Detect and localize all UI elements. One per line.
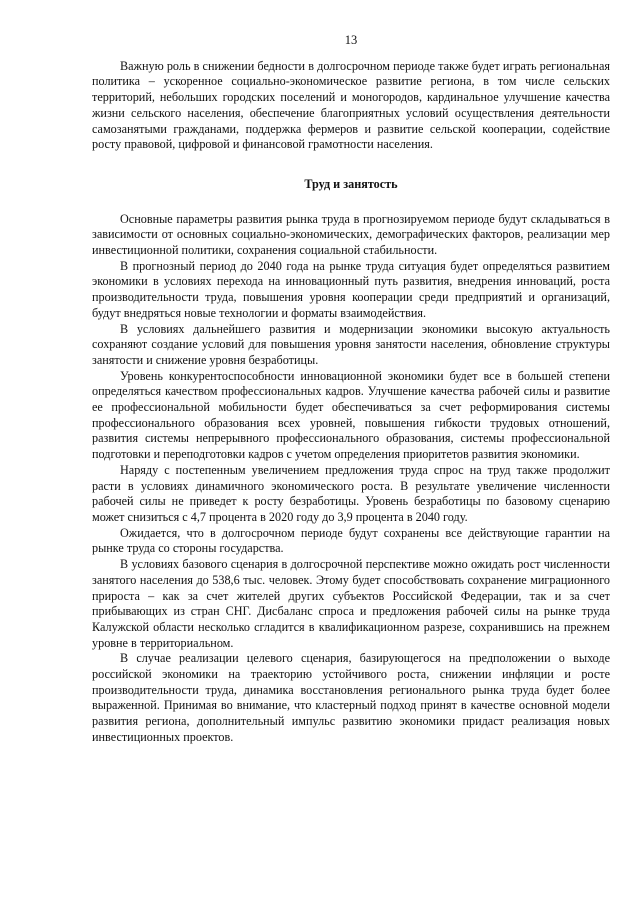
section-heading: Труд и занятость (304, 176, 398, 191)
paragraph-forecast-period: В прогнозный период до 2040 года на рынке труда ситуация будет определяться развитием экономики в условиях перехода на инновационный путь развития, внедрения инноваций, роста производительности труда, повышения уровня кооперации среди предприятий и организаций, будут внедряться новые технологии и форматы взаимодействия. (92, 258, 610, 320)
intro-paragraph: Важную роль в снижении бедности в долгосрочном периоде также будет играть региональная политика – ускоренное социально-экономическое развитие региона, в том числе сельских территорий, небольших городских поселений и моногородов, кардинальное улучшение качества жизни сельского населения, обеспечение благоприятных условий осуществления деятельности самозанятыми гражданами, поддержка фермеров и развитие сельской кооперации, содействие росту правовой, цифровой и финансовой грамотности населения. (92, 58, 610, 152)
paragraph-labor-market-parameters: Основные параметры развития рынка труда в прогнозируемом периоде будут складываться в зависимости от основных социально-экономических, демографических факторов, реализации мер инвестиционной политики, сохранения социальной стабильности. (92, 211, 610, 258)
page-number: 13 (344, 33, 358, 47)
paragraph-base-scenario: В условиях базового сценария в долгосрочной перспективе можно ожидать рост численности занятого населения до 538,6 тыс. человек. Этому будет способствовать сохранение миграционного прироста – как за счет жителей других субъектов Российской Федерации, так и за счет прибывающих из стран СНГ. Дисбаланс спроса и предложения рабочей силы на рынке труда Калужской области несколько сгладится в квалификационном разрезе, сохранившись на прежнем уровне в территориальном. (92, 557, 610, 650)
paragraph-labor-demand: Наряду с постепенным увеличением предложения труда спрос на труд также продолжит расти в условиях динамичного экономического роста. В результате увеличение численности рабочей силы не приведет к росту безработицы. Уровень безработицы по базовому сценарию может снизиться с 4,7 процента в 2020 году до 3,9 процента в 2040 году. (92, 462, 610, 524)
paragraph-state-guarantees: Ожидается, что в долгосрочном периоде будут сохранены все действующие гарантии на рынке труда со стороны государства. (92, 525, 610, 556)
paragraph-competitiveness: Уровень конкурентоспособности инновационной экономики будет все в большей степени определяться качеством профессиональных кадров. Улучшение качества рабочей силы и развитие ее профессиональной мобильности будет обеспечиваться за счет реформирования системы профессионального образования всех уровней, повышения гибкости трудовых отношений, развития системы непрерывного профессионального образования, системы профессиональной подготовки и переподготовки кадров с учетом определения приоритетов развития экономики. (92, 368, 610, 462)
paragraph-target-scenario: В случае реализации целевого сценария, базирующегося на предположении о выходе российской экономики на траекторию устойчивого роста, снижении инфляции и росте производительности труда, динамика восстановления регионального рынка труда будет более выраженной. Принимая во внимание, что кластерный подход принят в качестве основной модели развития региона, дополнительный импульс развитию экономики придаст реализация новых инвестиционных проектов. (92, 651, 610, 744)
paragraph-employment-conditions: В условиях дальнейшего развития и модернизации экономики высокую актуальность сохраняют создание условий для повышения уровня занятости населения, обновление структуры занятости и снижение уровня безработицы. (92, 321, 610, 367)
